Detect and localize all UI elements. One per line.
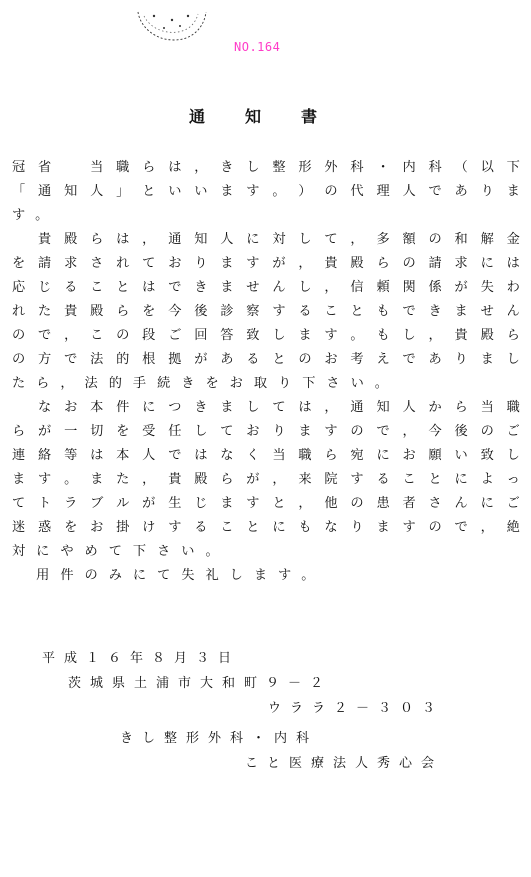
document-title: 通知書 [189,107,358,126]
body-line: 連 絡 等 は 本 人 で は な く 当 職 ら 宛 に お 願 い 致 し [12,448,520,463]
body-line: す。 [12,208,60,223]
body-line: 貴 殿 ら は ， 通 知 人 に 対 し て ， 多 額 の 和 解 金 [38,232,520,247]
body-line: な お 本 件 に つ き ま し て は ， 通 知 人 か ら 当 職 [38,400,520,415]
body-line: を 請 求 さ れ て お り ま す が ， 貴 殿 ら の 請 求 に は [12,256,520,271]
body-line: ら が 一 切 を 受 任 し て お り ま す の で ， 今 後 の ご [12,424,520,439]
body-line: ま す 。 ま た ， 貴 殿 ら が ， 来 院 す る こ と に よ っ [12,472,520,487]
body-line: たら，法的手続きをお取り下さい。 [12,376,399,391]
body-line: 応 じ る こ と は で き ま せ ん し ， 信 頼 関 係 が 失 わ [12,280,520,295]
stamp-mark [134,6,208,42]
document-number: NO.164 [234,40,281,54]
recipient-clinic: きし整形外科・内科 [120,731,319,746]
body-line: 用件のみにて失礼します。 [12,568,326,583]
address-line-2: ウララ２－３０３ [268,701,445,716]
body-line: 対にやめて下さい。 [12,544,230,559]
body-line: れ た 貴 殿 ら を 今 後 診 察 す る こ と も で き ま せ ん [12,304,520,319]
body-line: 「 通 知 人 」 と い い ま す 。 ） の 代 理 人 で あ り ま [12,184,520,199]
body-line: 迷 惑 を お 掛 け す る こ と に も な り ま す の で ， 絶 [12,520,520,535]
body-line: て ト ラ ブ ル が 生 じ ま す と ， 他 の 患 者 さ ん に ご [12,496,520,511]
notice-date: 平成１６年８月３日 [42,651,241,666]
recipient-corporation: こと医療法人秀心会 [245,756,444,771]
address-line-1: 茨城県土浦市大和町９－２ [68,676,333,691]
body-line: の で ， こ の 段 ご 回 答 致 し ま す 。 も し ， 貴 殿 ら [12,328,520,343]
body-line: の 方 で 法 的 根 拠 が あ る と の お 考 え で あ り ま し [12,352,520,367]
body-line: 冠 省 当 職 ら は ， き し 整 形 外 科 ・ 内 科 （ 以 下 [12,160,520,175]
